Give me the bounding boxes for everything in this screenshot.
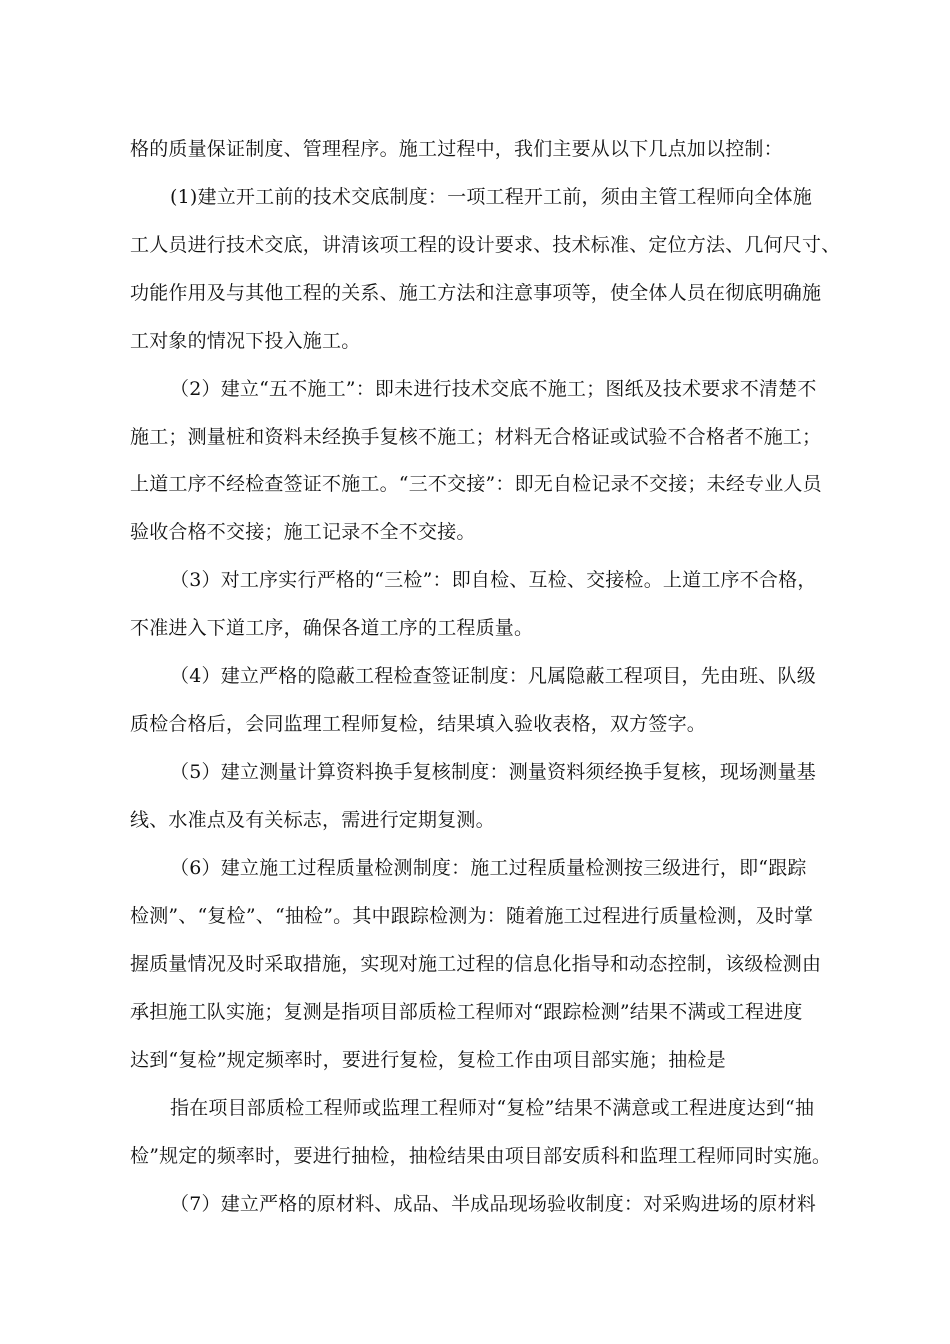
text-line: (1)建立开工前的技术交底制度：一项工程开工前，须由主管工程师向全体施	[170, 186, 812, 208]
text-line: 检测”、“复检”、“抽检”。其中跟踪检测为：随着施工过程进行质量检测，及时掌	[130, 905, 814, 927]
text-line: 工对象的情况下投入施工。	[130, 330, 361, 352]
text-line: 上道工序不经检查签证不施工。“三不交接”：即无自检记录不交接；未经专业人员	[130, 473, 822, 495]
text-line: 承担施工队实施；复测是指项目部质检工程师对“跟踪检测”结果不满或工程进度	[130, 1001, 803, 1023]
text-line: 功能作用及与其他工程的关系、施工方法和注意事项等，使全体人员在彻底明确施	[130, 282, 822, 304]
text-line: 指在项目部质检工程师或监理工程师对“复检”结果不满意或工程进度达到“抽	[170, 1097, 815, 1119]
text-line: 验收合格不交接；施工记录不全不交接。	[130, 521, 476, 543]
text-line: 握质量情况及时采取措施，实现对施工过程的信息化指导和动态控制，该级检测由	[130, 953, 822, 975]
text-line: 格的质量保证制度、管理程序。施工过程中，我们主要从以下几点加以控制：	[130, 138, 783, 160]
text-line: （2）建立“五不施工”：即未进行技术交底不施工；图纸及技术要求不清楚不	[170, 378, 817, 400]
text-line: 达到“复检”规定频率时，要进行复检，复检工作由项目部实施；抽检是	[130, 1049, 726, 1071]
text-line: 不准进入下道工序，确保各道工序的工程质量。	[130, 617, 534, 639]
text-line: 质检合格后，会同监理工程师复检，结果填入验收表格，双方签字。	[130, 713, 707, 735]
text-line: （3）对工序实行严格的“三检”：即自检、互检、交接检。上道工序不合格，	[170, 569, 817, 591]
text-line: （4）建立严格的隐蔽工程检查签证制度：凡属隐蔽工程项目，先由班、队级	[170, 665, 816, 687]
text-line: 施工；测量桩和资料未经换手复核不施工；材料无合格证或试验不合格者不施工；	[130, 426, 822, 448]
text-line: （7）建立严格的原材料、成品、半成品现场验收制度：对采购进场的原材料	[170, 1193, 816, 1215]
text-line: （5）建立测量计算资料换手复核制度：测量资料须经换手复核，现场测量基	[170, 761, 816, 783]
text-line: 线、水准点及有关标志，需进行定期复测。	[130, 809, 495, 831]
text-line: 工人员进行技术交底，讲清该项工程的设计要求、技术标准、定位方法、几何尺寸、	[130, 234, 841, 256]
text-line: （6）建立施工过程质量检测制度：施工过程质量检测按三级进行，即“跟踪	[170, 857, 807, 879]
text-line: 检”规定的频率时，要进行抽检，抽检结果由项目部安质科和监理工程师同时实施。	[130, 1145, 832, 1167]
